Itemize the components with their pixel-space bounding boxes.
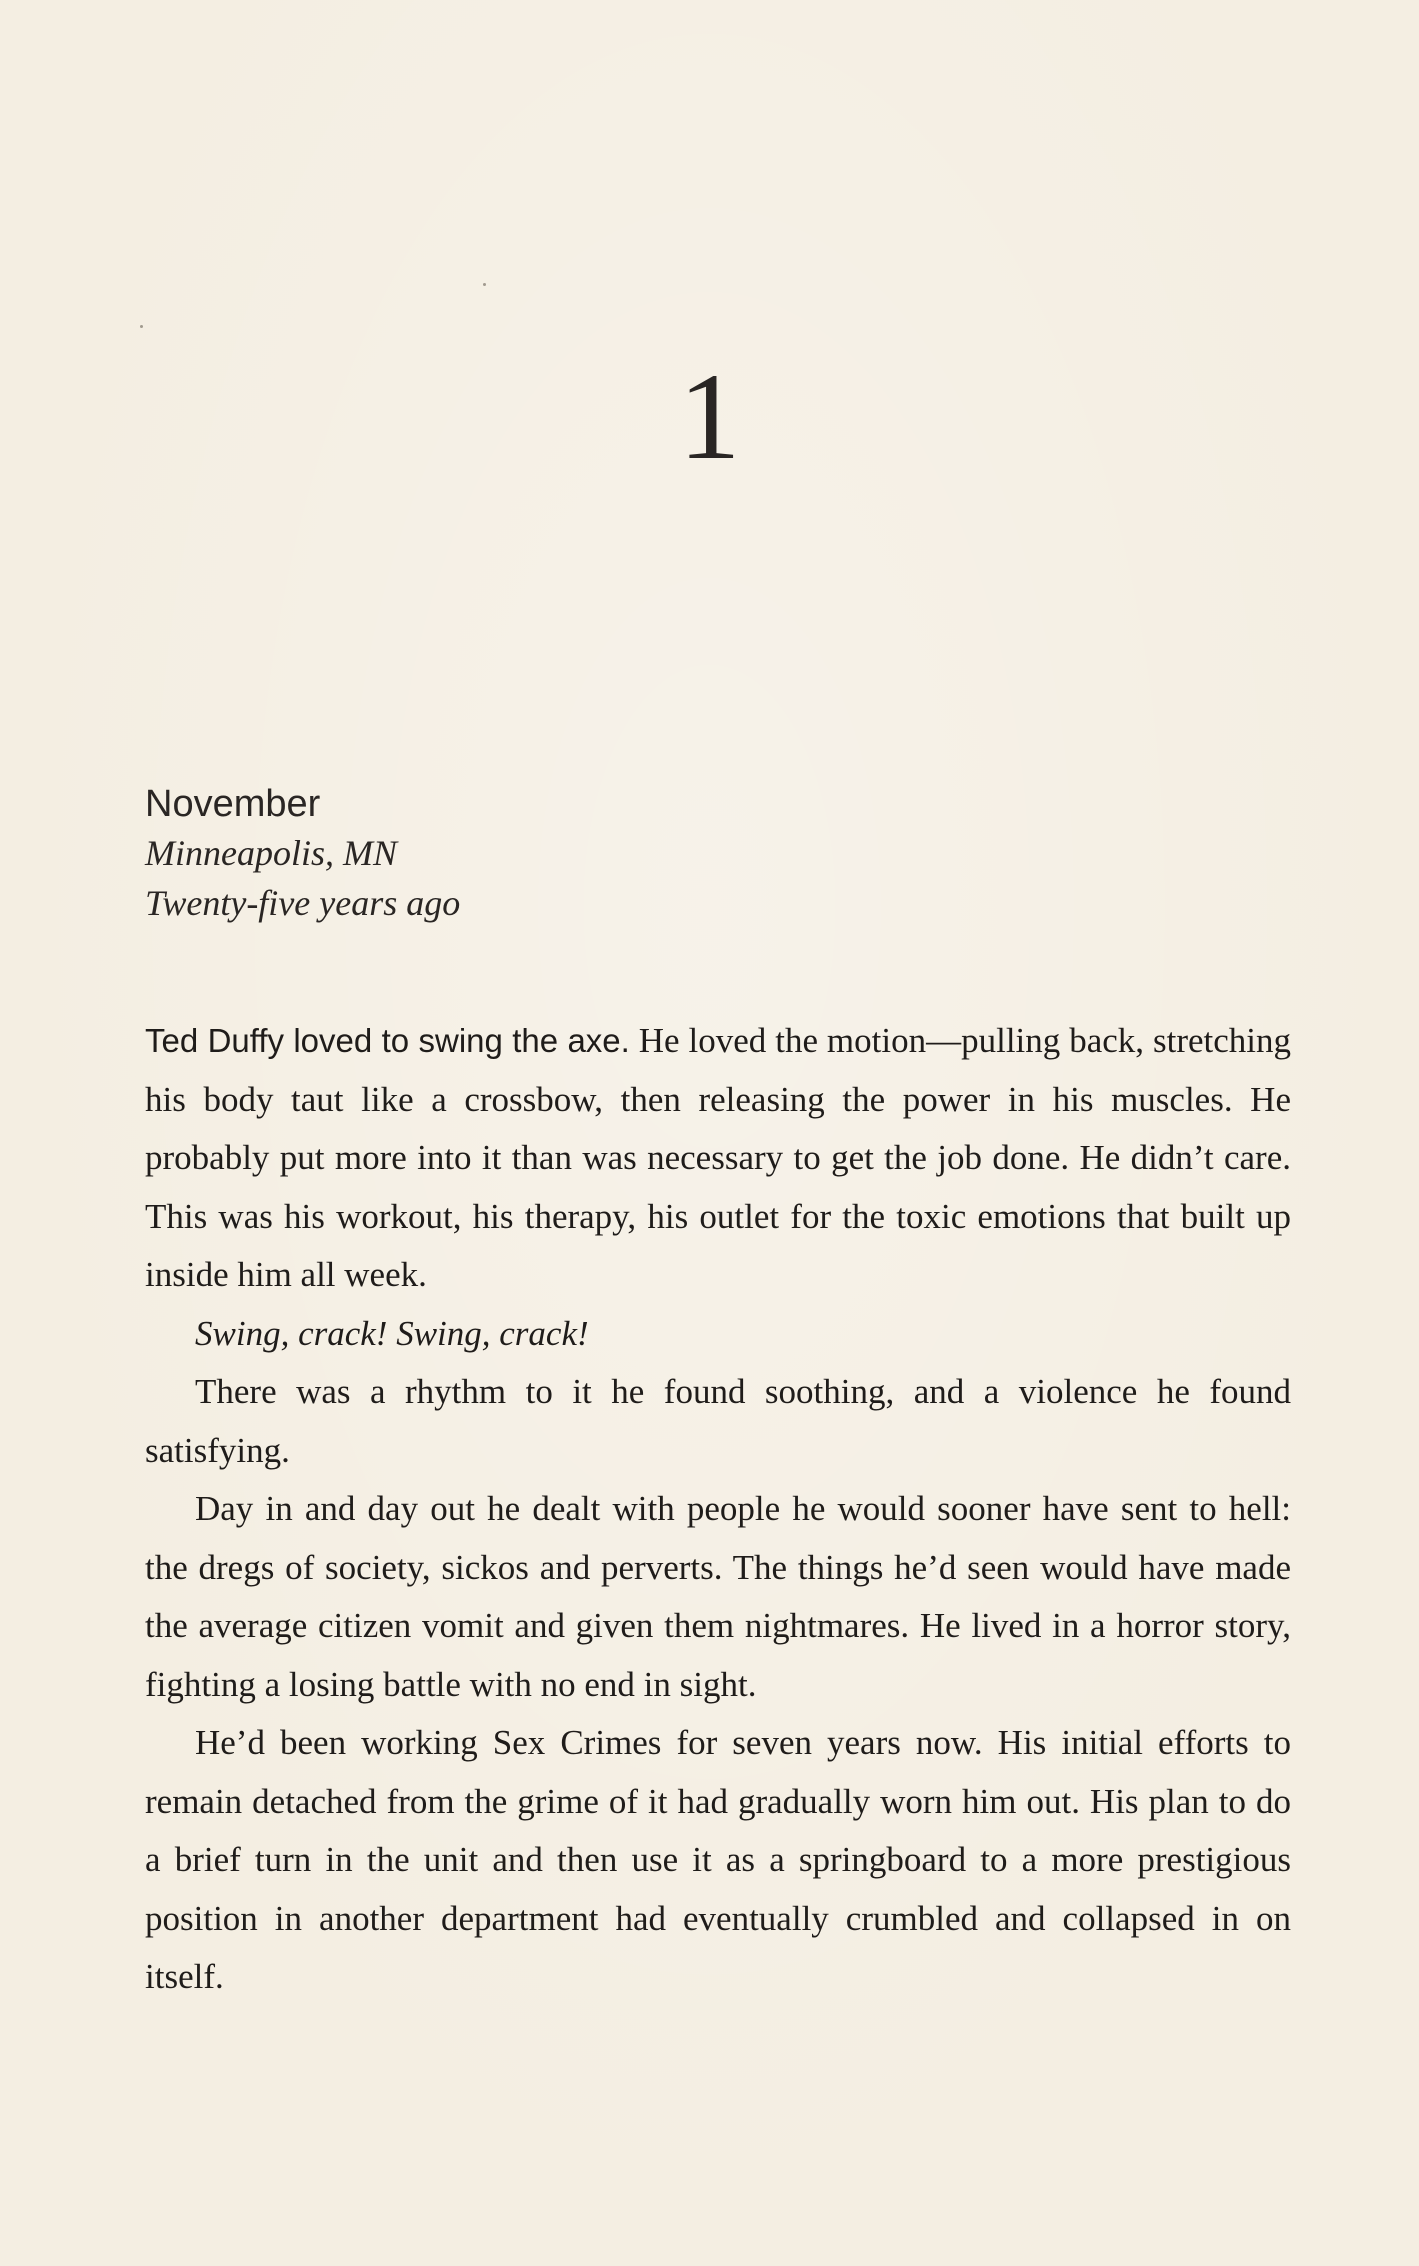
paragraph-1-text: He loved the motion—pulling back, stretching his body taut like a crossbow, then releasing the power in his muscles. He probably put more into it than was necessary to get the job done. He didn’t care. This was his workout, his therapy, his outlet for the toxic emotions that built up inside him all week. (145, 1021, 1291, 1294)
dateline-time: Twenty-five years ago (145, 883, 461, 923)
chapter-body (145, 1012, 1291, 2007)
paragraph-3: There was a rhythm to it he found soothing, and a violence he found satisfying. (145, 1372, 1291, 1470)
paper-speck (483, 283, 486, 286)
dateline-place: Minneapolis, MN (145, 833, 397, 873)
chapter-number: 1 (678, 348, 741, 485)
dateline (145, 780, 1295, 928)
paper-speck (140, 325, 143, 328)
paragraph-5: He’d been working Sex Crimes for seven years now. His initial efforts to remain detached from the grime of it had gradually worn him out. His plan to do a brief turn in the unit and then use it as a springboard to a more prestigious position in another department had eventually crumbled and collapsed in on itself. (145, 1723, 1291, 1996)
paragraph-4: Day in and day out he dealt with people he would sooner have sent to hell: the dregs of society, sickos and perverts. The things he’d seen would have made the average citizen vomit and given them nightmares. He lived in a horror story, fighting a losing battle with no end in sight. (145, 1489, 1291, 1704)
paragraph-2: Swing, crack! Swing, crack! (195, 1313, 589, 1353)
paragraph-1-lead: Ted Duffy loved to swing the axe. (145, 1022, 630, 1059)
dateline-month: November (145, 783, 321, 825)
paragraph-1 (145, 1012, 1291, 1305)
